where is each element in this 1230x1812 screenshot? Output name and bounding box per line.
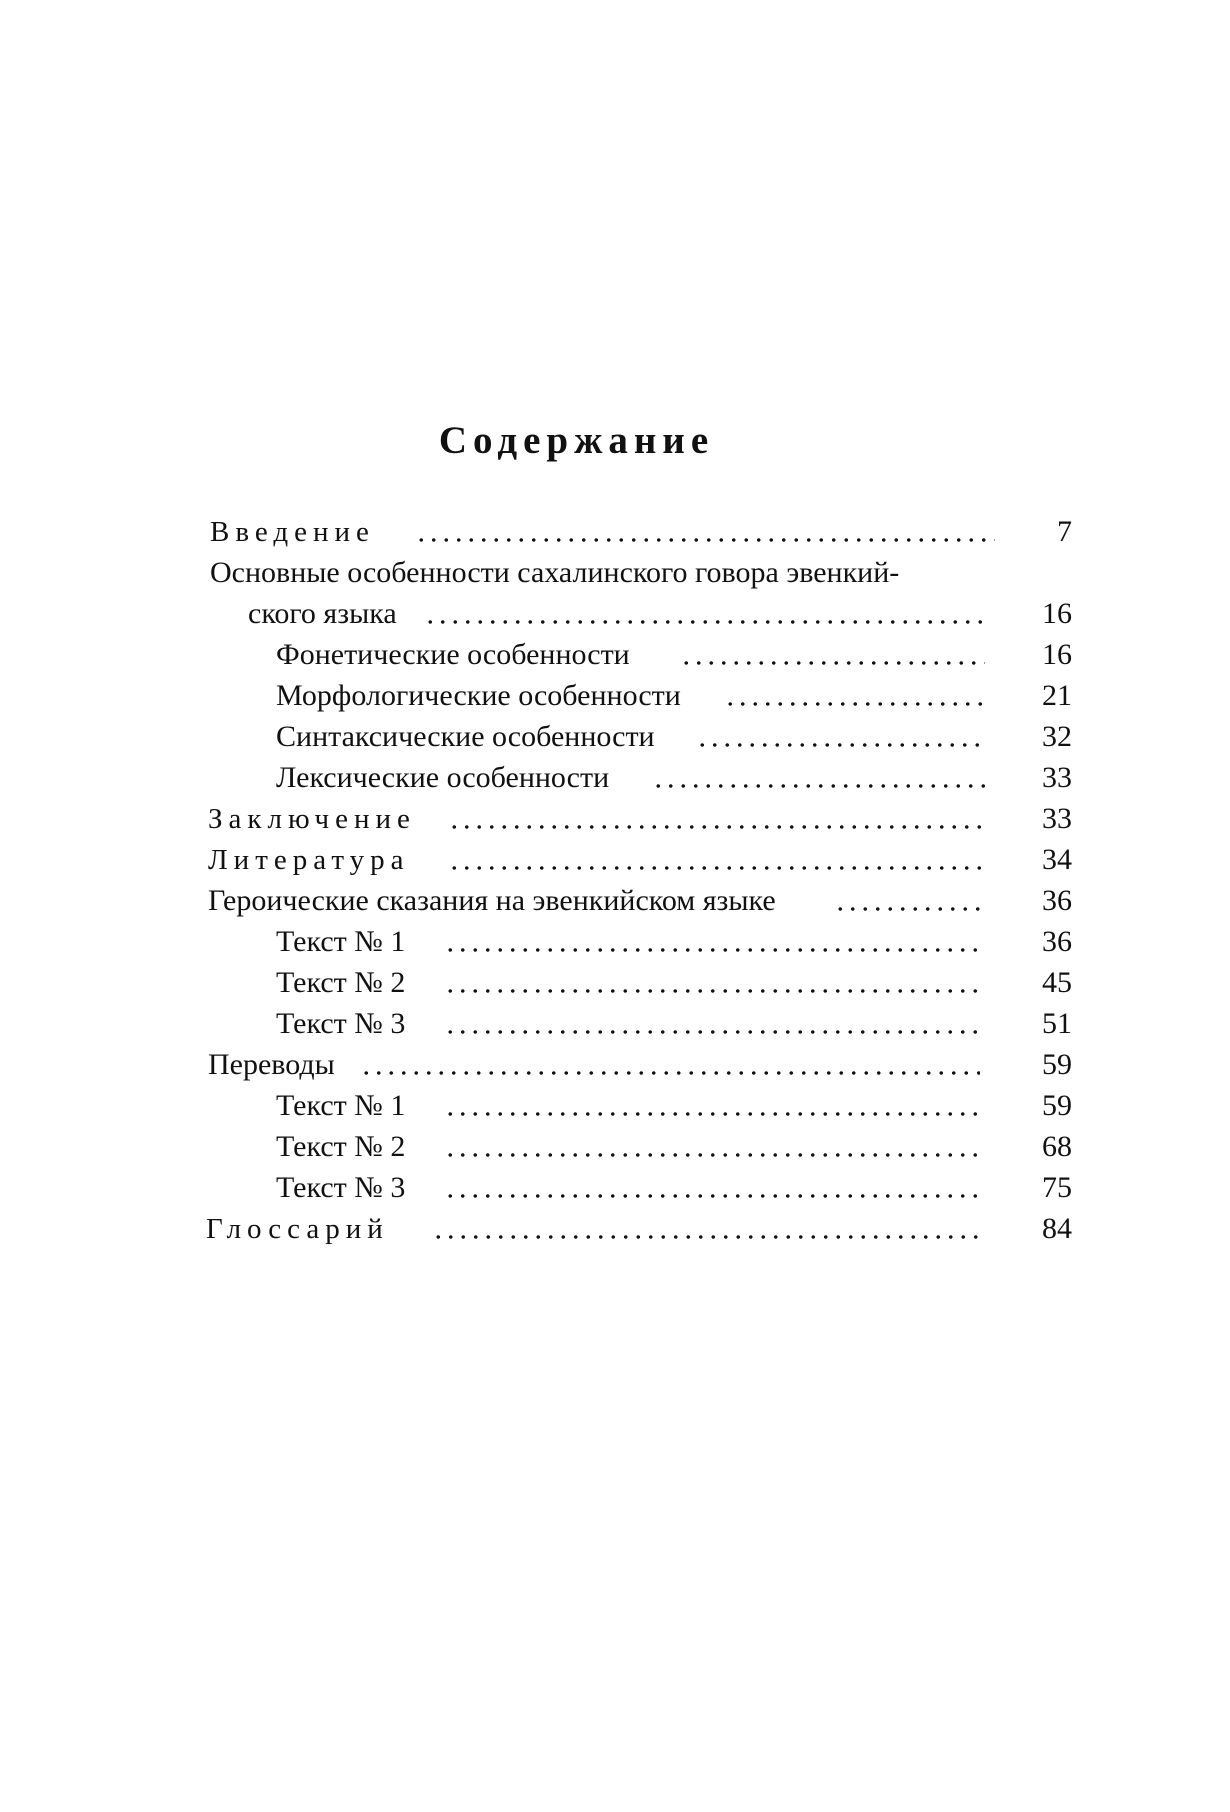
toc-page-number: 84 bbox=[1042, 1212, 1072, 1245]
toc-page-number: 75 bbox=[1042, 1171, 1072, 1204]
toc-entry-label: Синтаксические особенности bbox=[276, 720, 655, 753]
toc-page-number: 51 bbox=[1042, 1007, 1072, 1040]
toc-entry-label: Текст № 3 bbox=[276, 1007, 406, 1040]
toc-page-number: 7 bbox=[1057, 515, 1072, 548]
toc-entry-text-1 bbox=[276, 922, 1072, 962]
toc-entry-label: Текст № 1 bbox=[276, 1089, 406, 1122]
toc-entry-label: Литература bbox=[208, 844, 410, 876]
toc-entry-translation-text-3 bbox=[276, 1168, 1072, 1208]
toc-entry-text-2 bbox=[276, 963, 1072, 1003]
toc-page-number: 32 bbox=[1042, 720, 1072, 753]
toc-page-number: 34 bbox=[1042, 843, 1072, 876]
toc-entry-label-line1: Основные особенности сахалинского говора эвенкий- bbox=[210, 556, 900, 589]
toc-entry-label: Введение bbox=[210, 516, 375, 548]
toc-page-number: 59 bbox=[1042, 1048, 1072, 1081]
toc-entry-heroic-tales bbox=[208, 881, 1072, 921]
toc-leader-dots bbox=[444, 948, 986, 952]
toc-entry-label: Фонетические особенности bbox=[276, 638, 630, 671]
toc-page-number: 16 bbox=[1042, 597, 1072, 630]
toc-entry-label: Глоссарий bbox=[206, 1213, 389, 1245]
toc-entry-lexical bbox=[276, 758, 1072, 798]
toc-entry-syntactic bbox=[276, 717, 1072, 757]
toc-entry-translation-text-2 bbox=[276, 1127, 1072, 1167]
toc-leader-dots bbox=[415, 538, 995, 542]
toc-page-number: 59 bbox=[1042, 1089, 1072, 1122]
toc-entry-translation-text-1 bbox=[276, 1086, 1072, 1126]
toc-page-number: 33 bbox=[1042, 761, 1072, 794]
toc-entry-label: Текст № 2 bbox=[276, 966, 406, 999]
toc-leader-dots bbox=[360, 1071, 980, 1075]
toc-leader-dots bbox=[834, 907, 986, 911]
toc-page-number: 33 bbox=[1042, 802, 1072, 835]
toc-entry-introduction bbox=[210, 512, 1072, 552]
toc-entry-label: ского языка bbox=[248, 597, 397, 630]
toc-leader-dots bbox=[432, 1235, 984, 1239]
toc-leader-dots bbox=[448, 866, 986, 870]
toc-leader-dots bbox=[652, 784, 986, 788]
toc-entry-morphological bbox=[276, 676, 1072, 716]
toc-entry-label: Текст № 3 bbox=[276, 1171, 406, 1204]
toc-leader-dots bbox=[448, 825, 986, 829]
toc-page-number: 68 bbox=[1042, 1130, 1072, 1163]
toc-leader-dots bbox=[444, 1153, 986, 1157]
toc-leader-dots bbox=[444, 1030, 986, 1034]
toc-leader-dots bbox=[444, 1194, 986, 1198]
toc-entry-label: Морфологические особенности bbox=[276, 679, 681, 712]
toc-page-number: 21 bbox=[1042, 679, 1072, 712]
toc-entry-label: Лексические особенности bbox=[276, 761, 610, 794]
toc-leader-dots bbox=[680, 661, 985, 665]
page-title: Содержание bbox=[438, 419, 715, 462]
toc-entry-main-features bbox=[248, 594, 1072, 634]
toc-entry-translations bbox=[208, 1045, 1072, 1085]
toc-leader-dots bbox=[444, 1112, 979, 1116]
toc-leader-dots bbox=[724, 702, 986, 706]
toc-page-number: 36 bbox=[1042, 925, 1072, 958]
toc-entry-glossary bbox=[206, 1209, 1072, 1249]
toc-page-number: 45 bbox=[1042, 966, 1072, 999]
toc-entry-label: Героические сказания на эвенкийском языке bbox=[208, 884, 776, 917]
toc-entry-literature bbox=[208, 840, 1072, 880]
toc-leader-dots bbox=[696, 743, 986, 747]
toc-leader-dots bbox=[424, 620, 984, 624]
toc-entry-text-3 bbox=[276, 1004, 1072, 1044]
toc-entry-conclusion bbox=[208, 799, 1072, 839]
toc-page-number: 16 bbox=[1042, 638, 1072, 671]
toc-page-number: 36 bbox=[1042, 884, 1072, 917]
toc-entry-label: Заключение bbox=[208, 803, 416, 835]
toc-entry-label: Текст № 2 bbox=[276, 1130, 406, 1163]
toc-leader-dots bbox=[444, 989, 986, 993]
toc-entry-label: Текст № 1 bbox=[276, 925, 406, 958]
toc-entry-label: Переводы bbox=[208, 1048, 335, 1081]
toc-entry-phonetic bbox=[276, 635, 1072, 675]
